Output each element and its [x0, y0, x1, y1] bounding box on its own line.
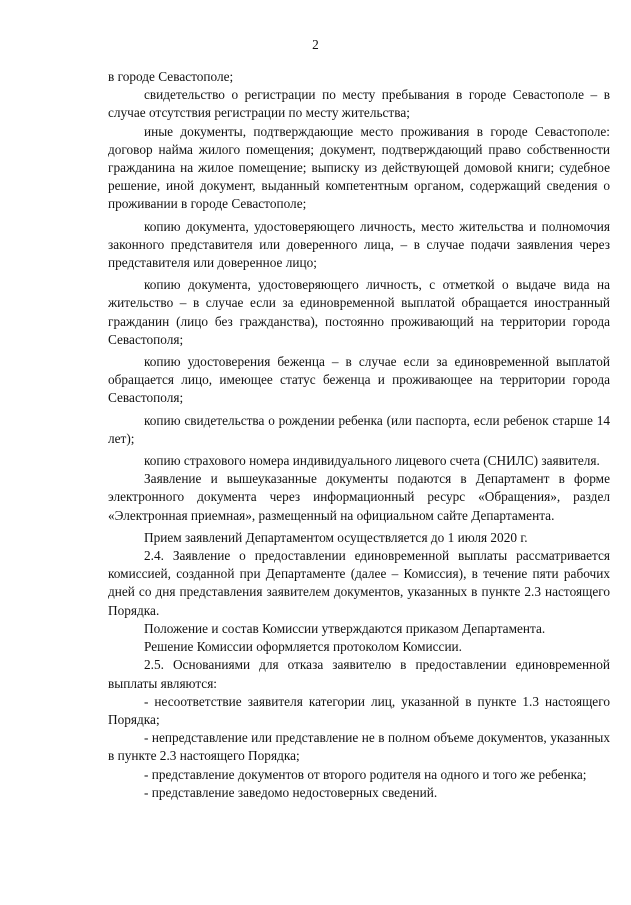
- list-item: - непредставление или представление не в полном объеме документов, указанных в пункте 2.3 настоящего Порядка;: [108, 730, 610, 764]
- paragraph: 2.5. Основаниями для отказа заявителю в предоставлении единовременной выплаты являются:: [108, 657, 610, 691]
- paragraph: копию удостоверения беженца – в случае если за единовременной выплатой обращается лицо, имеющее статус беженца и проживающее на территории города Севастополя;: [108, 354, 610, 406]
- paragraph: в городе Севастополе;: [108, 69, 234, 84]
- paragraph: 2.4. Заявление о предоставлении единовременной выплаты рассматривается комиссией, созданной при Департаменте (далее – Комиссия), в течение пяти рабочих дней со дня представления заявителем документов, указанных в пункте 2.3 настоящего Порядка.: [108, 548, 610, 618]
- list-item: - представление документов от второго родителя на одного и того же ребенка;: [144, 766, 587, 782]
- paragraph: копию документа, удостоверяющего личность, с отметкой о выдаче вида на жительство – в случае если за единовременной выплатой обращается иностранный гражданин (лицо без гражданства), постоянно проживающий на территории города Севастополя;: [108, 277, 610, 347]
- paragraph: копию страхового номера индивидуального лицевого счета (СНИЛС) заявителя.: [144, 453, 600, 469]
- paragraph: Прием заявлений Департаментом осуществляется до 1 июля 2020 г.: [144, 529, 528, 545]
- paragraph: копию свидетельства о рождении ребенка (или паспорта, если ребенок старше 14 лет);: [108, 412, 610, 446]
- paragraph: Решение Комиссии оформляется протоколом Комиссии.: [144, 639, 462, 655]
- document-body: [108, 68, 610, 802]
- page-number: 2: [312, 37, 319, 52]
- paragraph: копию документа, удостоверяющего личность, место жительства и полномочия законного представителя или доверенного лица, – в случае подачи заявления через представителя или доверенное лицо;: [108, 218, 610, 271]
- list-item: - представление заведомо недостоверных сведений.: [144, 784, 438, 800]
- list-item: - несоответствие заявителя категории лиц, указанной в пункте 1.3 настоящего Порядка;: [108, 693, 610, 727]
- paragraph: Положение и состав Комиссии утверждаются приказом Департамента.: [144, 620, 546, 636]
- paragraph: Заявление и вышеуказанные документы подаются в Департамент в форме электронного документа через информационный ресурс «Обращения», раздел «Электронная приемная», размещенный на официальном сайте Департамента.: [108, 471, 610, 523]
- paragraph: свидетельство о регистрации по месту пребывания в городе Севастополе – в случае отсутствия регистрации по месту жительства;: [108, 87, 610, 121]
- paragraph: иные документы, подтверждающие место проживания в городе Севастополе: договор найма жилого помещения; документ, подтверждающий право собственности гражданина на жилое помещение; выписку из действующей домовой книги; судебное решение, иной документ, выданный компетентным органом, содержащий сведения о проживании в городе Севастополе;: [108, 123, 610, 212]
